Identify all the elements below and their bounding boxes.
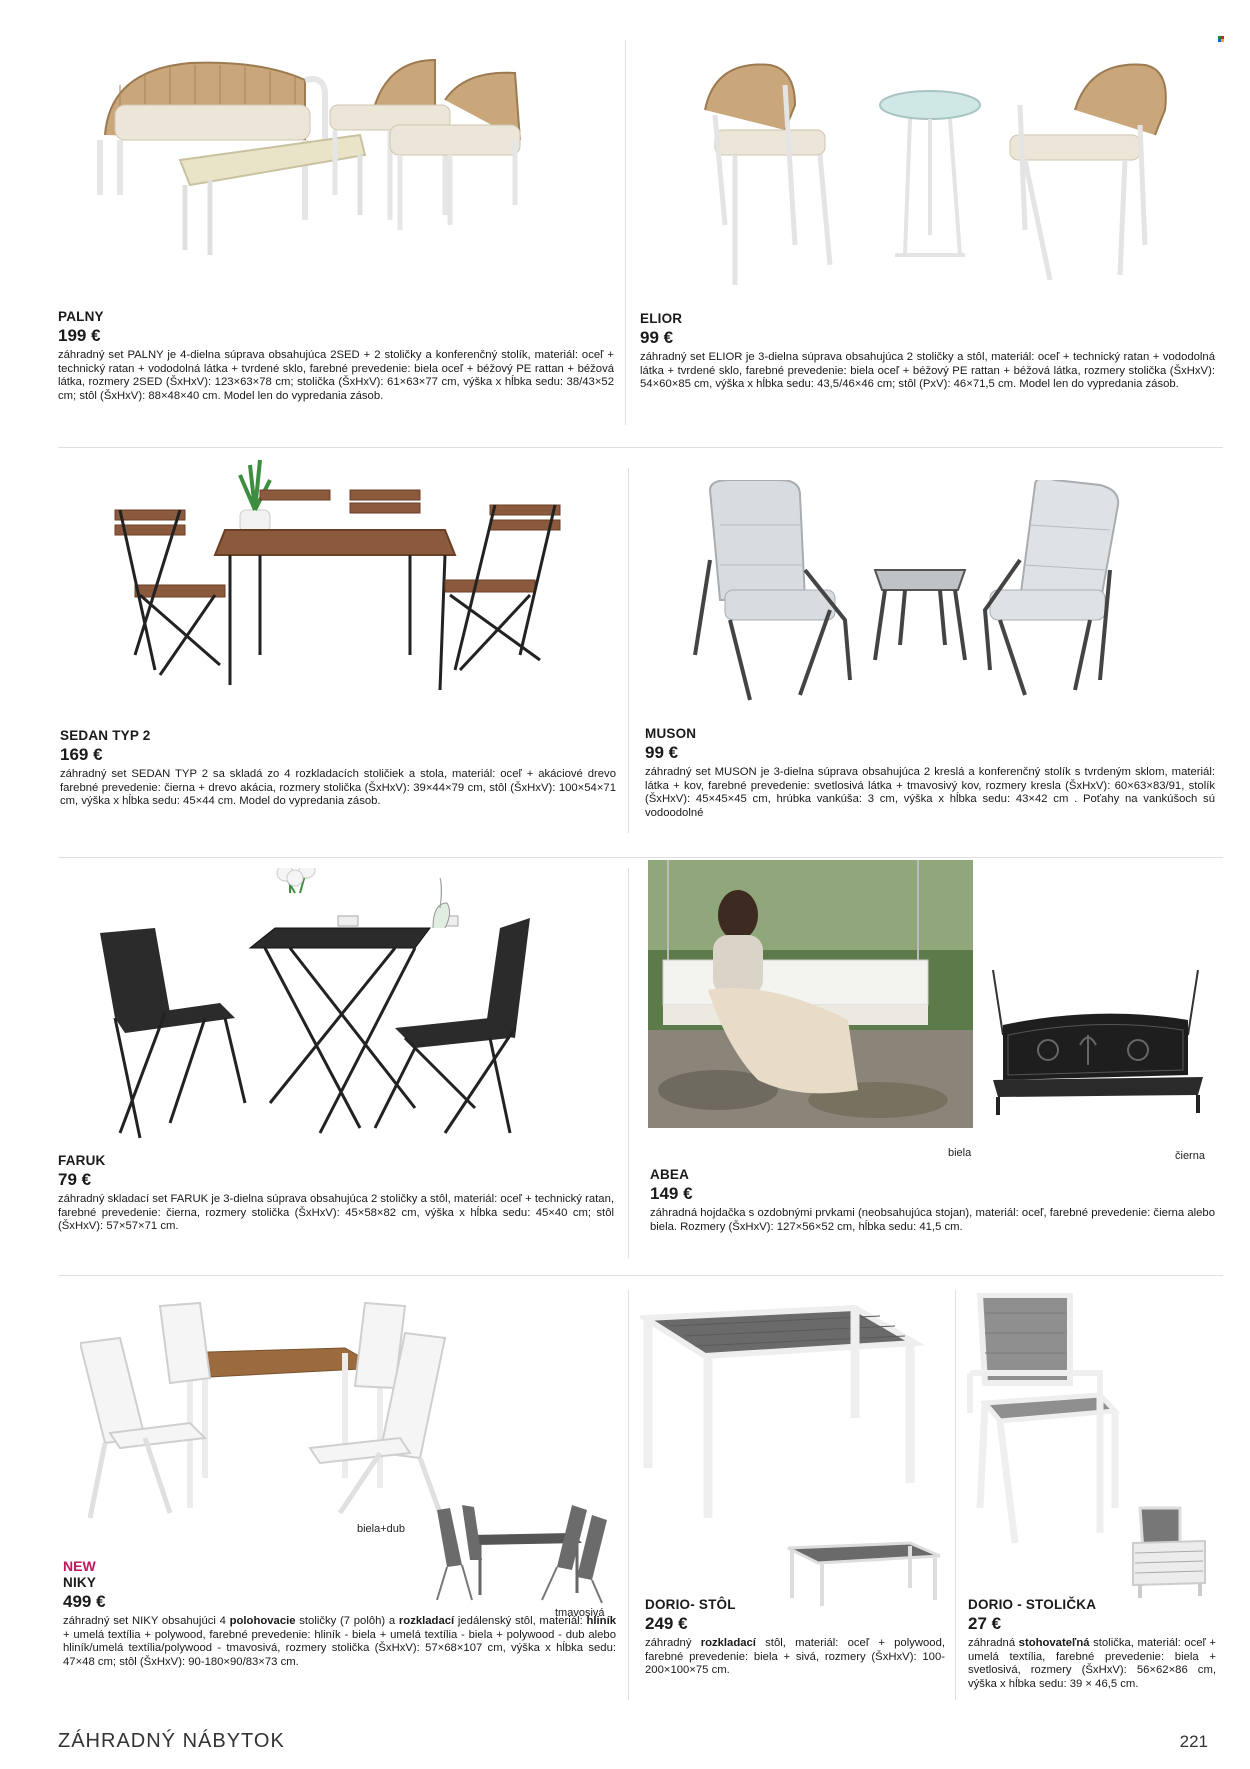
product-abea — [650, 1166, 1215, 1234]
page-number: 221 — [1179, 1732, 1208, 1751]
abea-black-image — [988, 965, 1213, 1120]
product-price: 249 € — [645, 1614, 688, 1633]
divider — [58, 1275, 1223, 1276]
dorio-table-image — [640, 1298, 940, 1608]
product-elior — [640, 310, 1215, 392]
product-name: DORIO- STÔL — [645, 1597, 736, 1612]
product-name: ELIOR — [640, 311, 683, 326]
product-niky — [63, 1558, 616, 1669]
product-description: záhradný set PALNY je 4-dielna súprava obsahujúca 2SED + 2 stoličky a konferenčný stolík, materiál: oceľ + technický ratan + vododolná látka + tvrdené sklo, farebné prevedenie: biela oceľ + béžový PE rattan + béžová látka, rozmery 2SED (ŠxHxV): 123×63×78 cm; stolička (ŠxHxV): 61×63×77 cm, výška x hĺbka sedu: 38/43×52 cm; stôl (ŠxHxV): 88×48×40 cm. Model len do vypredania zásob. — [58, 349, 614, 402]
section-title: ZÁHRADNÝ NÁBYTOK — [58, 1730, 285, 1752]
product-description: záhradný set ELIOR je 3-dielna súprava obsahujúca 2 stoličky a stôl, materiál: oceľ + technický ratan + vododolná látka + tvrdené sklo, farebné prevedenie: biela oceľ + béžový PE rattan + béžová látka, rozmery stolička (ŠxHxV): 54×60×85 cm, výška x hĺbka sedu: 43,5/46×46 cm; stôl (PxV): 46×71,5 cm. Model len do vypredania zásob. — [640, 351, 1215, 391]
product-price: 499 € — [63, 1592, 106, 1611]
divider — [58, 447, 1223, 448]
product-sedan — [60, 727, 616, 809]
product-name: PALNY — [58, 309, 104, 324]
variant-label: biela — [948, 1147, 972, 1159]
product-name: MUSON — [645, 726, 697, 741]
muson-set-image — [690, 480, 1140, 705]
product-palny — [58, 308, 614, 403]
new-badge: NEW — [63, 1558, 96, 1574]
product-name: SEDAN TYP 2 — [60, 728, 151, 743]
elior-set-image — [695, 55, 1175, 295]
product-name: NIKY — [63, 1575, 97, 1590]
variant-label: biela+dub — [357, 1523, 406, 1535]
divider — [628, 1290, 629, 1700]
faruk-set-image — [95, 868, 595, 1148]
divider — [625, 40, 626, 425]
product-price: 169 € — [60, 745, 103, 764]
product-name: FARUK — [58, 1153, 106, 1168]
variant-label: tmavosivá — [555, 1607, 605, 1619]
product-description: záhradný rozkladací stôl, materiál: oceľ + polywood, farebné prevedenie: biela + sivá, rozmery (ŠxHxV): 100-200×100×75 cm. — [645, 1637, 945, 1677]
niky-set-image — [80, 1298, 480, 1523]
product-muson — [645, 725, 1215, 820]
palny-set-image — [90, 45, 610, 295]
divider — [628, 868, 629, 1258]
variant-label: čierna — [1175, 1150, 1205, 1162]
product-description: záhradná stohovateľná stolička, materiál: oceľ + umelá textília, farebné prevedenie: biela + svetlosivá, rozmery (ŠxHxV): 56×62×86 cm, výška x hĺbka sedu: 39 × 46,5 cm. — [968, 1637, 1216, 1690]
divider — [628, 468, 629, 833]
product-price: 99 € — [645, 743, 679, 762]
product-name: ABEA — [650, 1167, 690, 1182]
abea-photo-image — [648, 860, 973, 1128]
divider — [58, 857, 1223, 858]
product-price: 149 € — [650, 1184, 693, 1203]
product-description: záhradný skladací set FARUK je 3-dielna súprava obsahujúca 2 stoličky a stôl, materiál: oceľ + technický ratan, farebné prevedenie: čierna, rozmery stolička (ŠxHxV): 45×58×82 cm, výška x hĺbka sedu: 45×40 cm; stôl (ŠxHxV): 57×57×71 cm. — [58, 1193, 614, 1233]
product-dorio-stol — [645, 1596, 945, 1678]
product-price: 99 € — [640, 328, 674, 347]
product-price: 79 € — [58, 1170, 92, 1189]
product-dorio-stolicka — [968, 1596, 1216, 1691]
product-faruk — [58, 1152, 614, 1234]
sedan-set-image — [110, 455, 570, 695]
product-price: 27 € — [968, 1614, 1002, 1633]
product-description: záhradná hojdačka s ozdobnými prvkami (neobsahujúca stojan), materiál: oceľ, farebné prevedenie: čierna alebo biela. Rozmery (ŠxHxV): 127×56×52 cm, hĺbka sedu: 41,5 cm. — [650, 1207, 1215, 1233]
corner-mark — [1218, 36, 1224, 42]
product-price: 199 € — [58, 326, 101, 345]
product-description: záhradný set MUSON je 3-dielna súprava obsahujúca 2 kreslá a konferenčný stolík s tvrdeným sklom, materiál: látka + kov, farebné prevedenie: svetlosivá látka + tmavosivý kov, rozmery kresla (ŠxHxV): 60×63×83/91, stolík (ŠxHxV): 45×45×45 cm, hrúbka vankúša: 3 cm, výška x hĺbka sedu: 43×42 cm . Poťahy na vankúšoch sú vodoodolné — [645, 766, 1215, 819]
product-description: záhradný set SEDAN TYP 2 sa skladá zo 4 rozkladacích stoličiek a stola, materiál: oceľ + akáciové drevo farebné prevedenie: čierna + drevo akácia, rozmery stolička (ŠxHxV): 39×44×79 cm, stôl (ŠxHxV): 100×54×71 cm, výška x hĺbka sedu: 45×44 cm. Model do vypredania zásob. — [60, 768, 616, 808]
divider — [955, 1290, 956, 1700]
product-description: záhradný set NIKY obsahujúci 4 polohovacie stoličky (7 polôh) a rozkladací jedálenský stôl, materiál: hliník + umelá textília + polywood, farebné prevedenie: hliník - biela + umelá textília - biela + polywood - dub alebo hliník/umelá textília/polywood - tmavosivá, rozmery stolička (ŠxHxV): 57×68×107 cm, výška x hĺbka sedu: 47×48 cm; stôl (ŠxHxV): 90-180×90/83×73 cm. — [63, 1615, 616, 1668]
product-name: DORIO - STOLIČKA — [968, 1597, 1097, 1612]
dorio-chair-image — [965, 1293, 1215, 1598]
